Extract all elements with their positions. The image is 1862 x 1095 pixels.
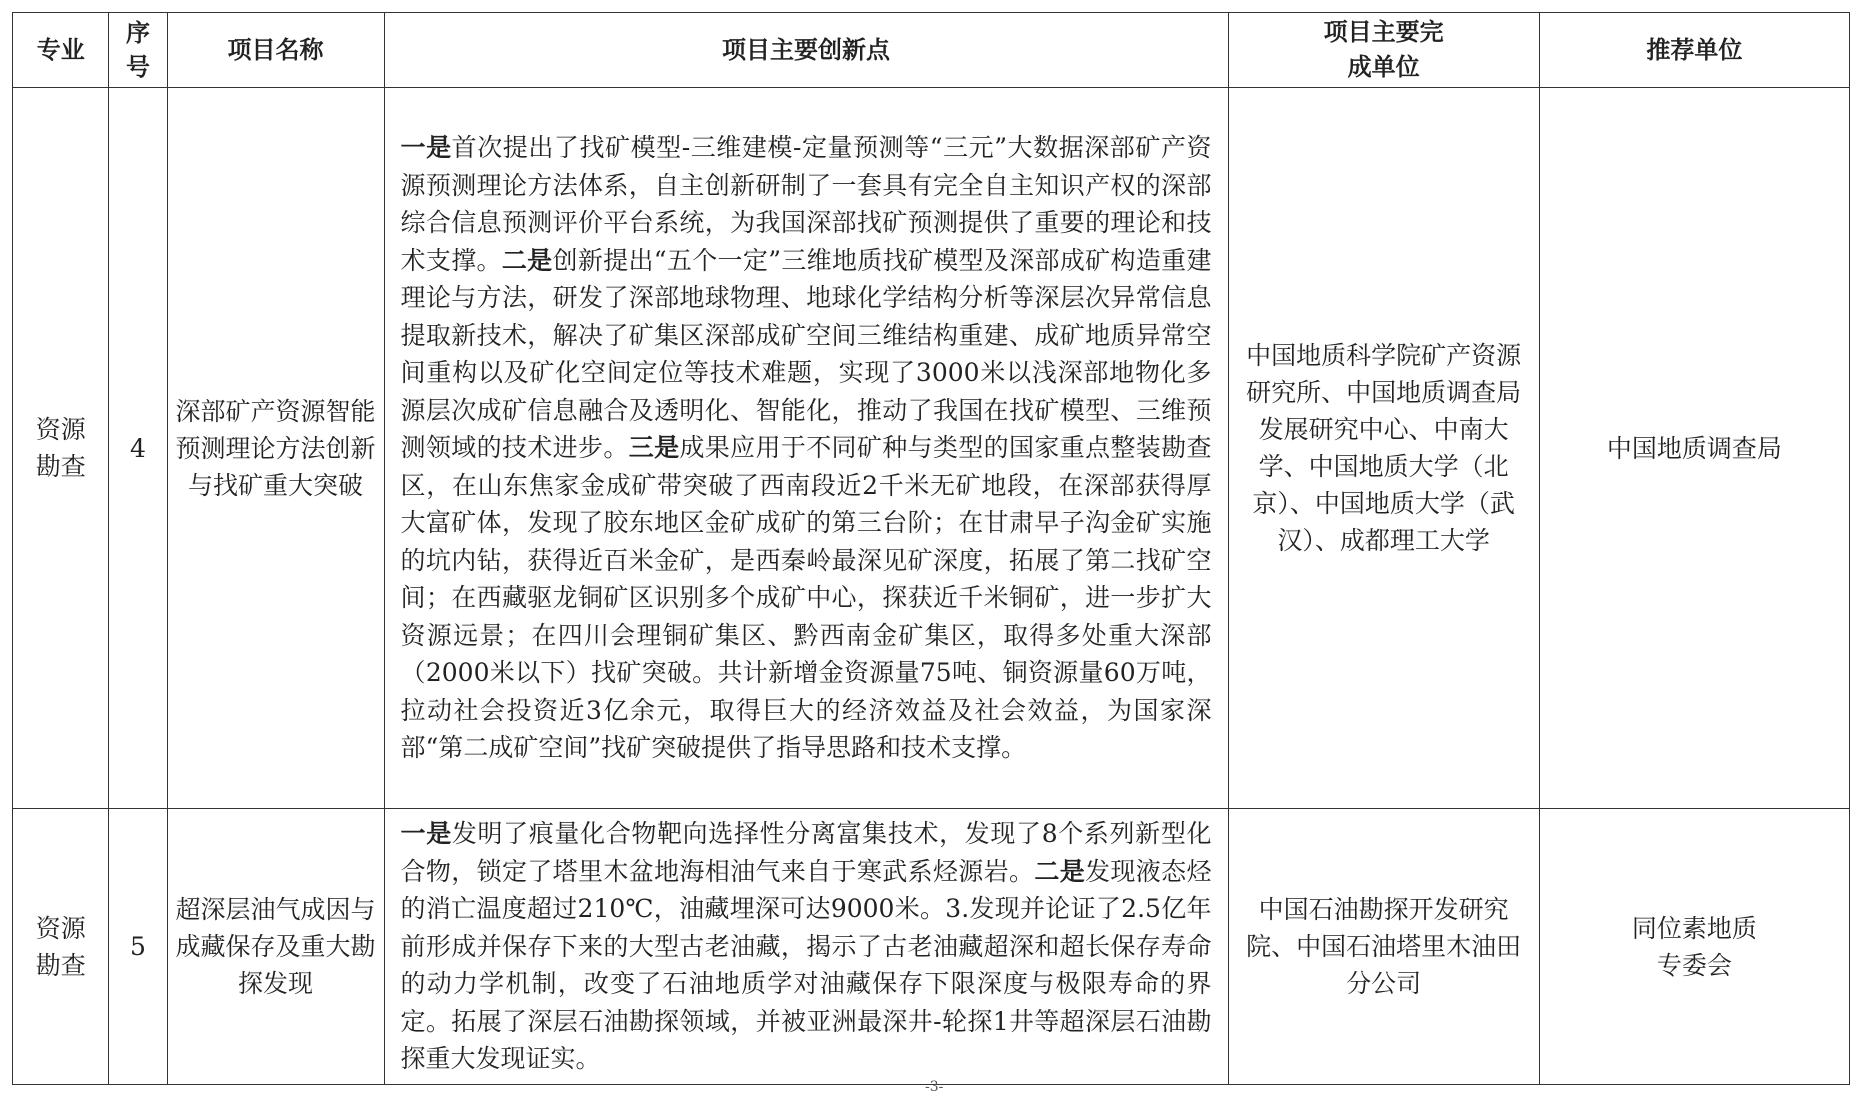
cell-innovation xyxy=(384,809,1228,1085)
innovation-text-2: 创新提出“五个一定”三维地质找矿模型及深部成矿构造重建理论与方法，研发了深部地球物理、地球化学结构分析等深层次异常信息提取新技术，解决了矿集区深部成矿空间三维结构重建、成矿地质异常空间重构以及矿化空间定位等技术难题，实现了3000米以浅深部地物化多源层次成矿信息融合及透明化、智能化，推动了我国在找矿模型、三维预测领域的技术进步。 xyxy=(400,245,1212,463)
cell-name: 超深层油气成因与成藏保存及重大勘探发现 xyxy=(167,809,384,1085)
major-text: 资源勘查 xyxy=(35,913,86,980)
header-recommender: 推荐单位 xyxy=(1539,13,1849,88)
cell-recommender xyxy=(1539,809,1849,1085)
major-text: 资源勘查 xyxy=(35,415,86,481)
header-units xyxy=(1228,13,1539,88)
cell-seq: 4 xyxy=(109,88,167,809)
cell-units: 中国地质科学院矿产资源研究所、中国地质调查局发展研究中心、中南大学、中国地质大学（北京）、中国地质大学（武汉）、成都理工大学 xyxy=(1228,88,1539,809)
projects-table xyxy=(12,12,1850,1085)
cell-units: 中国石油勘探开发研究院、中国石油塔里木油田分公司 xyxy=(1228,809,1539,1085)
page-number: -3- xyxy=(925,1079,944,1095)
header-seq-text: 序号 xyxy=(125,19,150,81)
innovation-text-1: 发明了痕量化合物靶向选择性分离富集技术，发现了8个系列新型化合物，锁定了塔里木盆地海相油气来自于寒武系烃源岩。 xyxy=(400,819,1212,886)
header-row xyxy=(13,13,1850,88)
innovation-kw-1: 一是 xyxy=(400,819,452,849)
innovation-kw-2: 二是 xyxy=(501,245,553,275)
innovation-kw-2: 二是 xyxy=(1034,856,1086,886)
cell-major xyxy=(13,88,109,809)
innovation-text-3: 成果应用于不同矿种与类型的国家重点整装勘查区，在山东焦家金成矿带突破了西南段近2千米无矿地段，在深部获得厚大富矿体，发现了胶东地区金矿成矿的第三台阶；在甘肃早子沟金矿实施的坑内钻，获得近百米金矿，是西秦岭最深见矿深度，拓展了第二找矿空间；在西藏驱龙铜矿区识别多个成矿中心，探获近千米铜矿，进一步扩大资源远景；在四川会理铜矿集区、黔西南金矿集区，取得多处重大深部（2000米以下）找矿突破。共计新增金资源量75吨、铜资源量60万吨，拉动社会投资近3亿余元，取得巨大的经济效益及社会效益，为国家深部“第二成矿空间”找矿突破提供了指导思路和技术支撑。 xyxy=(400,433,1212,763)
header-major: 专业 xyxy=(13,13,109,88)
innovation-kw-1: 一是 xyxy=(400,133,452,163)
cell-seq: 5 xyxy=(109,809,167,1085)
table-row xyxy=(13,809,1850,1085)
cell-innovation xyxy=(384,88,1228,809)
header-innovation: 项目主要创新点 xyxy=(384,13,1228,88)
header-seq xyxy=(109,13,167,88)
innovation-text-2: 发现液态烃的消亡温度超过210℃，油藏埋深可达9000米。3.发现并论证了2.5亿年前形成并保存下来的大型古老油藏，揭示了古老油藏超深和超长保存寿命的动力学机制，改变了石油地质学对油藏保存下限深度与极限寿命的界定。拓展了深层石油勘探领域，并被亚洲最深井-轮探1井等超深层石油勘探重大发现证实。 xyxy=(400,856,1212,1074)
innovation-text-1: 首次提出了找矿模型-三维建模-定量预测等“三元”大数据深部矿产资源预测理论方法体系，自主创新研制了一套具有完全自主知识产权的深部综合信息预测评价平台系统，为我国深部找矿预测提供了重要的理论和技术支撑。 xyxy=(400,133,1212,275)
innovation-kw-3: 三是 xyxy=(628,433,680,463)
table-row xyxy=(13,88,1850,809)
cell-name: 深部矿产资源智能预测理论方法创新与找矿重大突破 xyxy=(167,88,384,809)
cell-recommender: 中国地质调查局 xyxy=(1539,88,1849,809)
recommender-text: 同位素地质专委会 xyxy=(1631,913,1757,980)
header-units-text: 项目主要完成单位 xyxy=(1323,18,1444,81)
cell-major xyxy=(13,809,109,1085)
header-name: 项目名称 xyxy=(167,13,384,88)
